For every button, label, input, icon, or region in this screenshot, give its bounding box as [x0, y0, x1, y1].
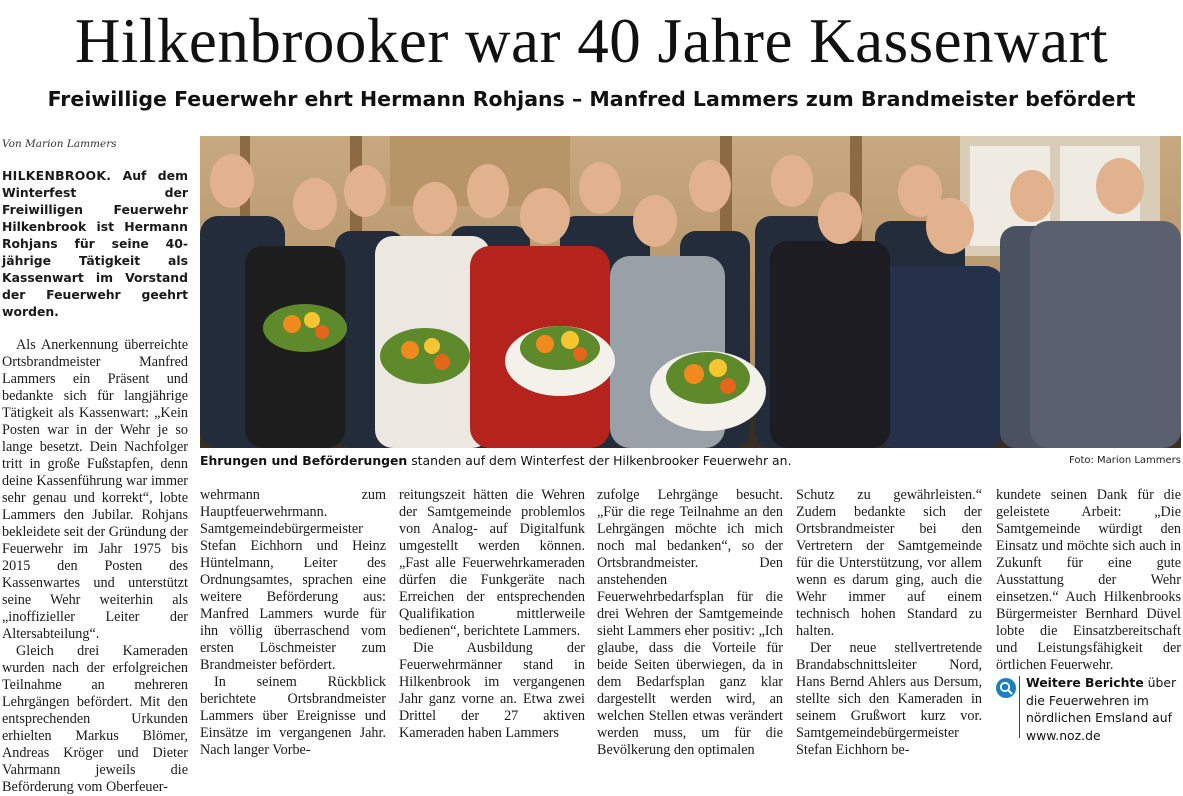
dateline: HILKENBROOK.	[2, 168, 112, 183]
photo-credit: Foto: Marion Lammers	[1068, 455, 1181, 466]
body-paragraph: Die Ausbildung der Feuerwehrmänner stand in Hilkenbrook im vergangenen Jahr ganz vorne an. Etwa zwei Drittel der 27 aktiven Kameraden haben Lammers	[399, 640, 585, 741]
article-column-2	[200, 487, 386, 758]
body-paragraph: In seinem Rückblick berichtete Ortsbrandmeister Lammers über Ereignisse und Einsätze im vergangenen Jahr. Nach langer Vorbe-	[200, 674, 386, 758]
body-paragraph: Gleich drei Kameraden wurden nach der erfolgreichen Teilnahme an mehreren Lehrgängen befördert. Mit den entsprechenden Urkunden erhielten Markus Blömer, Andreas Kröger und Dieter Vahrmann jeweils die Beförderung vom Oberfeuer-	[2, 643, 188, 795]
byline: Von Marion Lammers	[2, 138, 117, 150]
article-column-3	[399, 487, 585, 739]
body-paragraph: Schutz zu gewährleisten.“ Zudem bedankte sich der Ortsbrandmeister bei den Vertretern der Samtgemeinde für die Unterstützung, vor allem wenn es darum ging, auch die Wehr immer auf einem technisch hohen Standard zu halten.	[796, 487, 982, 639]
caption-text: standen auf dem Winterfest der Hilkenbrooker Feuerwehr an.	[407, 453, 792, 468]
more-reports-text[interactable]	[1026, 674, 1181, 744]
article-photo	[200, 136, 1181, 448]
subheadline: Freiwillige Feuerwehr ehrt Hermann Rohjans – Manfred Lammers zum Brandmeister befördert	[47, 87, 1136, 111]
lead-text: Auf dem Winterfest der Freiwilligen Feuerwehr Hilkenbrook ist Hermann Rohjans für seine 40-jährige Tätigkeit als Kassenwart im Vorstand der Feuerwehr geehrt worden.	[2, 168, 188, 319]
body-paragraph: Als Anerkennung überreichte Ortsbrandmeister Manfred Lammers ein Präsent und bedankte sich für langjährige Tätigkeit als Kassenwart: „Kein Posten war in der Wehr je so lange besetzt. Dein Nachfolger tritt in große Fußstapfen, denn deine Kassenführung war immer sehr genau und korrekt“, lobte Lammers den Jubilar. Rohjans bekleidete seit der Gründung der Feuerwehr im Jahr 1975 bis 2015 den Posten des Kassenwartes und unterstützt seine Wehr weiterhin als „inoffizieller Leiter der Altersabteilung“.	[2, 337, 188, 642]
headline: Hilkenbrooker war 40 Jahre Kassenwart	[74, 6, 1109, 76]
lead-paragraph	[2, 167, 188, 320]
divider	[1019, 676, 1020, 738]
body-paragraph: reitungszeit hätten die Wehren der Samtgemeinde problemlos von Analog- auf Digitalfunk umgestellt werden können. „Fast alle Feuerwehrkameraden dürfen die Funkgeräte nach Erreichen der entsprechenden Qualifikation mittlerweile bedienen“, berichtete Lammers.	[399, 487, 585, 639]
body-paragraph: Der neue stellvertretende Brandabschnittsleiter Nord, Hans Bernd Ahlers aus Dersum, stellte sich den Kameraden in seinem Grußwort kurz vor. Samtgemeindebürgermeister Stefan Eichhorn be-	[796, 640, 982, 758]
photo-caption	[200, 452, 970, 470]
body-paragraph: kundete seinen Dank für die geleistete Arbeit: „Die Samtgemeinde würdigt den Einsatz und möchte sich auch in Zukunft für eine gute Ausstattung der Wehr einsetzen.“ Auch Hilkenbrooks Bürgermeister Bernhard Düvel lobte die Einsatzbereitschaft und Leistungsfähigkeit der örtlichen Feuerwehr.	[996, 487, 1181, 673]
body-paragraph: zufolge Lehrgänge besucht. „Für die rege Teilnahme an den Lehrgängen möchte ich mich noch mal bedanken“, so der Ortsbrandmeister. Den anstehenden Feuerwehrbedarfsplan für die drei Wehren der Samtgemeinde sieht Lammers eher positiv: „Ich glaube, dass die Vorteile für beide Seiten überwiegen, da in dem Bedarfsplan ganz klar dargestellt werden wird, an welchen Stellen etwas verändert werden muss, um für die Bevölkerung den optimalen	[597, 487, 783, 758]
article-column-6	[996, 487, 1181, 672]
search-magnifier-icon	[996, 678, 1016, 698]
more-reports-box[interactable]	[996, 674, 1181, 743]
article-column-5	[796, 487, 982, 758]
more-reports-bold: Weitere Berichte	[1026, 675, 1144, 690]
group-photo-image	[200, 136, 1181, 448]
caption-bold: Ehrungen und Beförderungen	[200, 453, 408, 468]
body-paragraph: wehrmann zum Hauptfeuerwehrmann. Samtgemeindebürgermeister Stefan Eichhorn und Heinz Hüntelmann, Leiter des Ordnungsamtes, sprachen eine weitere Beförderung aus: Manfred Lammers wurde für ihn völlig überraschend vom ersten Löschmeister zum Brandmeister befördert.	[200, 487, 386, 673]
article-column-1	[2, 167, 188, 796]
article-column-4	[597, 487, 783, 758]
more-reports-link-text[interactable]: über die Feuerwehren im nördlichen Emsland auf www.noz.de	[1026, 675, 1177, 743]
